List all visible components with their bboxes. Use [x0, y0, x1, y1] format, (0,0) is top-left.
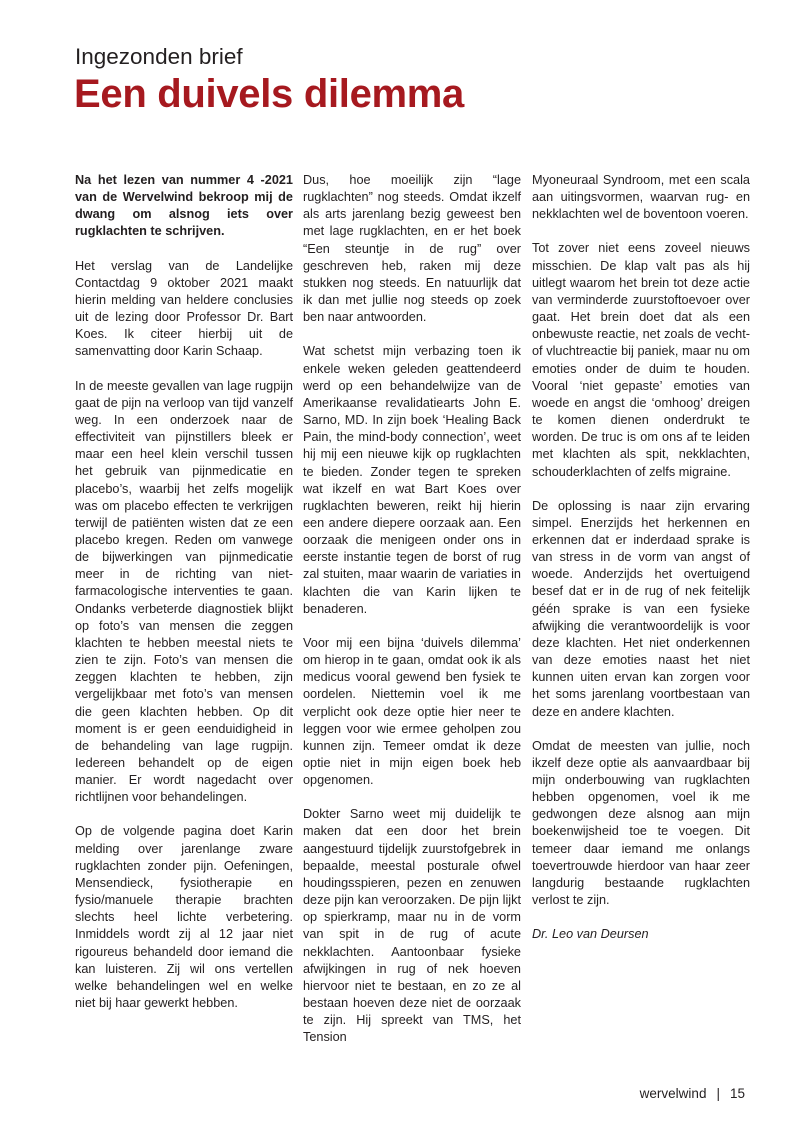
article-title: Een duivels dilemma [74, 72, 465, 116]
article-column-3 [532, 172, 750, 960]
body-paragraph: Het verslag van de Landelijke Contactdag 9 oktober 2021 maakt hierin melding van heldere conclusies uit de lezing door Professor Dr. Bart Koes. Ik citeer hierbij uit de samenvatting door Karin Schaap. [75, 258, 293, 359]
lead-paragraph: Na het lezen van nummer 4 -2021 van de Wervelwind bekroop mij de dwang om alsnog iets over rugklachten te schrijven. [75, 173, 293, 239]
body-paragraph: In de meeste gevallen van lage rugpijn gaat de pijn na verloop van tijd vanzelf weg. In een onderzoek naar de effectiviteit van pijnstillers bleek er maar een heel klein verschil tussen het gebruik van pijnmedicatie en placebo’s, waarbij het zelfs mogelijk was om placebo effecten te verkrijgen terwijl de patiënten wisten dat ze een placebo kregen. Reden om vanwege de bijwerkingen van pijnmedicatie meer in de richting van niet-farmacologische interventies te gaan. Ondanks verbeterde diagnostiek blijkt op foto’s van mensen die zeggen klachten te hebben meestal niets te zien te zijn. Foto’s van mensen die zeggen klachten te hebben, zijn vergelijkbaar met foto’s van mensen die geen klachten hebben. Op dit moment is er geen eenduidigheid in de behandeling van lage rugpijn. Iedereen behandelt op de eigen manier. Er wordt nagedacht over richtlijnen voor behandelingen. [75, 378, 293, 805]
body-paragraph: Omdat de meesten van jullie, noch ikzelf deze optie als aanvaardbaar bij mijn onderbouwing van rugklachten hebben opgenomen, voel ik me gedwongen deze alsnog aan mijn boekenwijsheid toe te voegen. Dit temeer daar iemand me onlangs toevertrouwde hierdoor van haar zeer langdurig bestaande rugklachten verlost te zijn. [532, 738, 750, 908]
footer-separator: | [716, 1086, 720, 1101]
page-footer [640, 1086, 745, 1101]
article-column-1 [75, 172, 293, 1029]
magazine-name: wervelwind [639, 1086, 707, 1101]
body-paragraph: Wat schetst mijn verbazing toen ik enkele weken geleden geattendeerd werd op een behandelwijze van de Amerikaanse revalidatiearts John E. Sarno, MD. In zijn boek ‘Healing Back Pain, the mind-body connection’, weet hij mij een nieuwe kijk op rugklachten te bieden. Zonder tegen te spreken wat ikzelf en wat Bart Koes over rugklachten beweren, reikt hij hierin een andere diepere oorzaak aan. Een oorzaak die menigeen onder ons in eerste instantie tegen de borst of rug zal stuiten, maar waarin de variaties in klachten die van Karin lijken te benaderen. [303, 344, 521, 616]
body-paragraph: Myoneuraal Syndroom, met een scala aan uitingsvormen, waarvan rug- en nekklachten wel de boventoon voeren. [532, 173, 750, 222]
section-kicker: Ingezonden brief [75, 44, 243, 69]
body-paragraph: De oplossing is naar zijn ervaring simpel. Enerzijds het herkennen en erkennen dat er inderdaad sprake is van stress in de vorm van angst of woede. Anderzijds het overtuigend besef dat er in de rug of nek feitelijk géén sprake is van een fysieke afwijking die verantwoordelijk is voor deze klachten. Het niet onderkennen van deze emoties naast het niet kunnen uiten ervan kan zorgen voor het soms jarenlang voortbestaan van deze en andere klachten. [532, 498, 750, 719]
author-signature: Dr. Leo van Deursen [532, 927, 649, 942]
article-column-2 [303, 172, 521, 1064]
body-paragraph: Op de volgende pagina doet Karin melding over jarenlange zware rugklachten zonder pijn. Oefeningen, Mensendieck, fysiotherapie en fysio/manuele therapie brachten slechts heel lichte verbetering. Inmiddels wordt zij al 12 jaar niet rigoureus behandeld door iemand die kan luisteren. Zij wil ons vertellen welke behandelingen wel en welke niet bij haar gewerkt hebben. [75, 824, 293, 1011]
body-paragraph: Voor mij een bijna ‘duivels dilemma’ om hierop in te gaan, omdat ook ik als medicus vooral gewend ben fysiek te oordelen. Niettemin voel ik me verplicht ook deze optie hier neer te leggen voor wie ermee geholpen zou kunnen zijn. Temeer omdat ik deze optie niet in mijn eigen boek heb opgenomen. [303, 635, 521, 788]
page-number: 15 [729, 1086, 745, 1101]
body-paragraph: Tot zover niet eens zoveel nieuws misschien. De klap valt pas als hij uitlegt waarom het brein tot deze actie van verminderde zuurstoftoevoer over gaat. Het brein doet dat als een onbewuste reactie, net zoals de vecht- of vluchtreactie bij paniek, maar nu om emoties onder de duim te houden. Vooral ‘niet gepaste’ emoties van woede en angst die ‘omhoog’ dreigen te komen dienen onderdrukt te worden. De truc is om ons af te leiden met klachten als spit, nekklachten, schouderklachten of zelfs migraine. [532, 241, 750, 479]
body-paragraph: Dokter Sarno weet mij duidelijk te maken dat een door het brein aangestuurd tijdelijk zuurstofgebrek in bepaalde, meestal posturale ofwel houdingsspieren, pezen en zenuwen deze pijn kan veroorzaken. De pijn lijkt op spierkramp, maar nu in de vorm van spit in de rug of acute nekklachten. Aantoonbaar fysieke afwijkingen in rug of nek hoeven hiervoor niet te bestaan, en zo ze al bestaan hoeven deze niet de oorzaak te zijn. Hij spreekt van TMS, het Tension [303, 807, 521, 1045]
body-paragraph: Dus, hoe moeilijk zijn “lage rugklachten” nog steeds. Omdat ikzelf als arts jarenlang bezig geweest ben met lage rugklachten, en er het boek “Een steuntje in de rug” over geschreven heb, raken mij deze stukken nog steeds. En natuurlijk dat ik dan met jullie nog steeds op zoek ben naar antwoorden. [303, 173, 521, 325]
